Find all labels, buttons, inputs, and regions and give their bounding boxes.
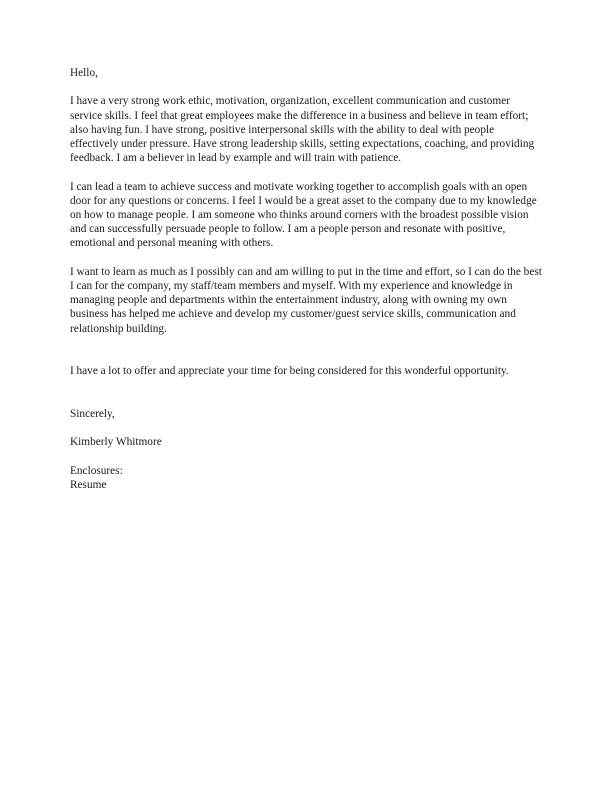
- letter-body: [70, 66, 544, 492]
- body-paragraph-4: I have a lot to offer and appreciate your time for being considered for this wonderful opportunity.: [70, 365, 509, 378]
- enclosures-item: Resume: [70, 478, 107, 491]
- enclosures-block: [70, 464, 544, 492]
- signature-name: Kimberly Whitmore: [70, 436, 162, 449]
- body-paragraph-2: I can lead a team to achieve success and motivate working together to accomplish goals with an open door for any questions or concerns. I feel I would be a great asset to the company due to my knowledge on how to manage people. I am someone who thinks around corners with the broadest possible vision and can successfully persuade people to follow. I am a people person and resonate with positive, emotional and personal meaning with others.: [70, 180, 537, 250]
- closing-line: Sincerely,: [70, 407, 115, 420]
- salutation: Hello,: [70, 67, 98, 79]
- body-paragraph-3: I want to learn as much as I possibly can and am willing to put in the time and effort, so I can do the best I can for the company, my staff/team members and myself. With my experience and knowledge in managing people and departments within the entertainment industry, along with owning my own business has helped me achieve and develop my customer/guest service skills, communication and relationship building.: [70, 265, 542, 335]
- body-paragraph-1: I have a very strong work ethic, motivation, organization, excellent communication and customer service skills. I feel that great employees make the difference in a business and believe in team effort; also having fun. I have strong, positive interpersonal skills with the ability to deal with people effectively under pressure. Have strong leadership skills, setting expectations, coaching, and providing feedback. I am a believer in lead by example and will train with patience.: [70, 95, 535, 165]
- closing-spacer: [70, 393, 544, 407]
- enclosures-label: Enclosures:: [70, 464, 123, 477]
